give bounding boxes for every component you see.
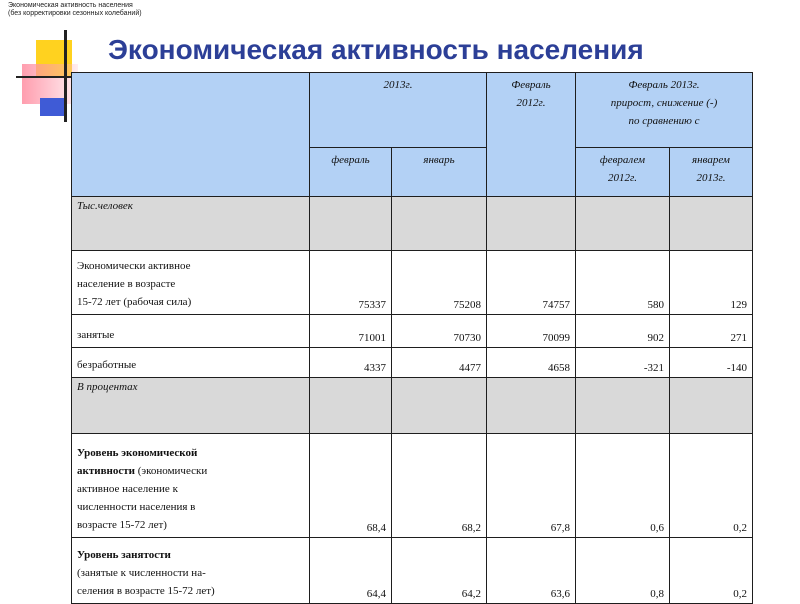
section-label-percent: В процентах [72, 378, 310, 434]
header-change: Февраль 2013г. прирост, снижение (-) по сравнению с [576, 73, 753, 148]
row-label: Экономически активное население в возрасте 15-72 лет (рабочая сила) [72, 251, 310, 315]
cell-value: 75337 [310, 251, 392, 315]
header-2013: 2013г. [310, 73, 487, 148]
cell-value: 68,2 [392, 434, 487, 538]
table-row-active-population [72, 251, 753, 315]
header-sub-jan: январь [392, 148, 487, 197]
cell-value: 70099 [487, 315, 576, 348]
header-row-1 [72, 73, 753, 148]
cell-value: -140 [670, 348, 753, 378]
cell-value: 4477 [392, 348, 487, 378]
slide-caption [8, 2, 142, 18]
row-label: Уровень экономической активности (экономически активное население к численности населения в возрасте 15-72 лет) [72, 434, 310, 538]
header-sub-vs-feb-2012: февралем 2012г. [576, 148, 670, 197]
table-row-unemployed [72, 348, 753, 378]
row-label: Уровень занятости (занятые к численности на- селения в возрасте 15-72 лет) [72, 538, 310, 604]
cell-value: 75208 [392, 251, 487, 315]
header-sub-feb: февраль [310, 148, 392, 197]
cell-value: 129 [670, 251, 753, 315]
cell-value: 271 [670, 315, 753, 348]
cell-value: -321 [576, 348, 670, 378]
section-row-percent [72, 378, 753, 434]
header-sub-vs-jan-2013: январем 2013г. [670, 148, 753, 197]
cell-value: 580 [576, 251, 670, 315]
cell-value: 902 [576, 315, 670, 348]
row-label: безработные [72, 348, 310, 378]
cell-value: 74757 [487, 251, 576, 315]
table-row-activity-level [72, 434, 753, 538]
row-label: занятые [72, 315, 310, 348]
table-row-employment-level [72, 538, 753, 604]
cell-value: 4337 [310, 348, 392, 378]
cell-value: 64,4 [310, 538, 392, 604]
cell-value: 0,6 [576, 434, 670, 538]
cell-value: 4658 [487, 348, 576, 378]
cell-value: 71001 [310, 315, 392, 348]
decor-blue-square [40, 98, 64, 116]
economic-activity-table [71, 72, 753, 604]
cell-value: 0,8 [576, 538, 670, 604]
caption-line-2: (без корректировки сезонных колебаний) [8, 10, 142, 17]
cell-value: 67,8 [487, 434, 576, 538]
section-row-thousands [72, 197, 753, 251]
caption-line-1: Экономическая активность населения [8, 2, 133, 9]
cell-value: 0,2 [670, 538, 753, 604]
cell-value: 68,4 [310, 434, 392, 538]
cell-value: 64,2 [392, 538, 487, 604]
header-corner [72, 73, 310, 197]
section-label-thousands: Тыс.человек [72, 197, 310, 251]
header-feb-2012: Февраль 2012г. [487, 73, 576, 197]
cell-value: 70730 [392, 315, 487, 348]
cell-value: 0,2 [670, 434, 753, 538]
slide-title: Экономическая активность населения [108, 34, 644, 65]
cell-value: 63,6 [487, 538, 576, 604]
table-row-employed [72, 315, 753, 348]
